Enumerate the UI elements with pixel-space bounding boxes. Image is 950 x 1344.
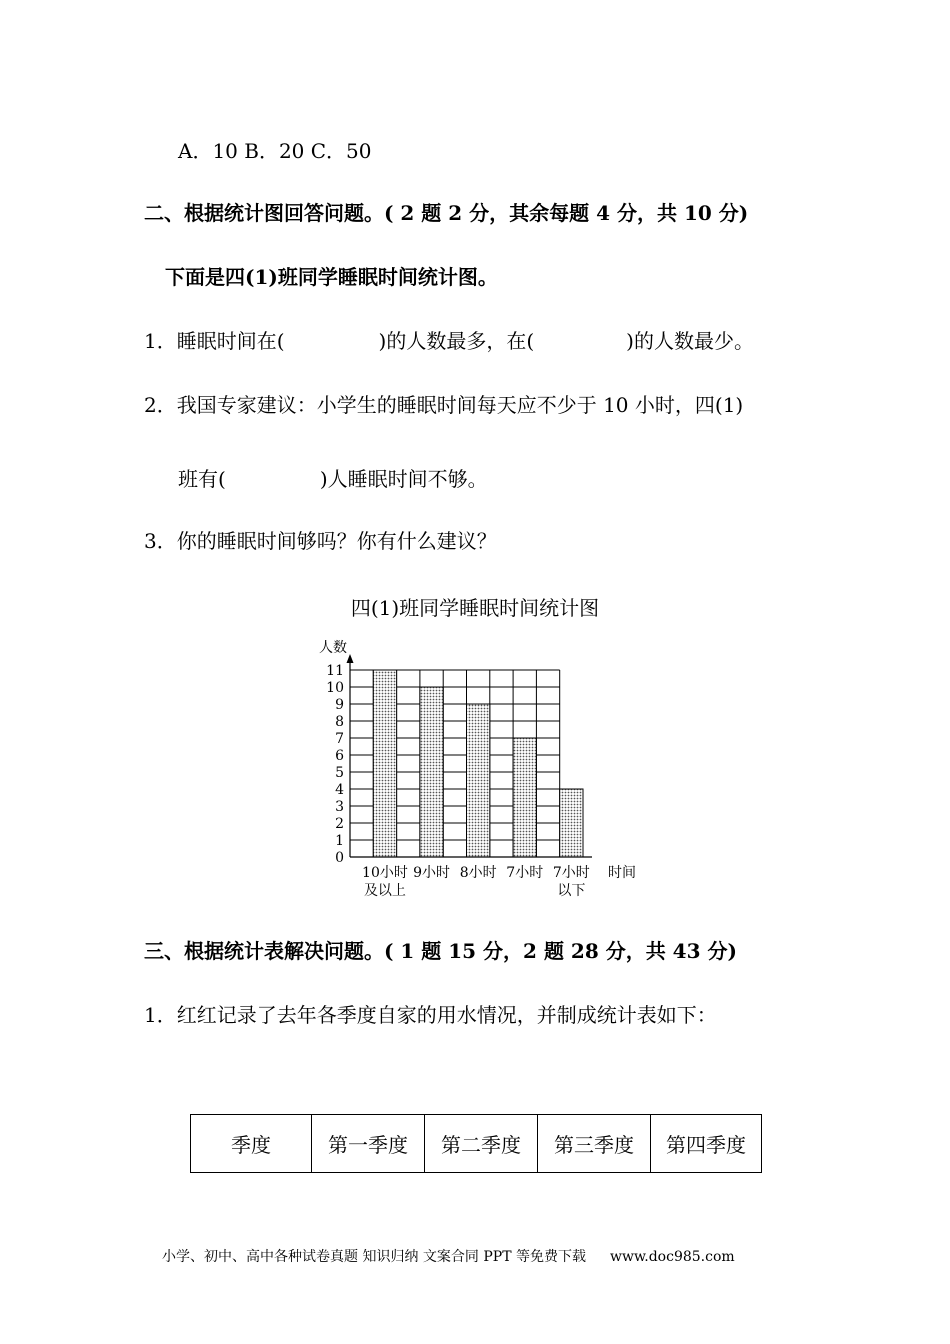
y-tick-label: 10 bbox=[326, 680, 344, 696]
question-2-part-a: 班有( bbox=[178, 467, 226, 491]
section3-question-1: 1．红红记录了去年各季度自家的用水情况，并制成统计表如下： bbox=[144, 1003, 717, 1027]
table-row bbox=[191, 1115, 762, 1173]
x-tick-label: 7小时 bbox=[506, 865, 544, 881]
table-header-cell: 季度 bbox=[191, 1115, 312, 1173]
y-tick-label: 0 bbox=[335, 850, 344, 866]
y-axis-label: 人数 bbox=[319, 640, 347, 656]
y-tick-label: 8 bbox=[335, 714, 344, 730]
question-1 bbox=[144, 328, 754, 354]
bar bbox=[467, 704, 490, 857]
y-tick-label: 7 bbox=[335, 731, 344, 747]
y-tick-label: 2 bbox=[335, 816, 344, 832]
question-3: 3．你的睡眠时间够吗？你有什么建议？ bbox=[144, 529, 497, 553]
x-tick-label: 7小时 bbox=[552, 865, 590, 881]
section2-intro: 下面是四(1)班同学睡眠时间统计图。 bbox=[165, 265, 498, 289]
bar bbox=[420, 687, 443, 857]
options-line: A．10 B．20 C．50 bbox=[178, 139, 372, 163]
question-2-line1: 2．我国专家建议：小学生的睡眠时间每天应不少于 10 小时，四(1) bbox=[144, 393, 744, 417]
x-tick-label: 10小时 bbox=[362, 865, 408, 881]
x-tick-label-line2: 以下 bbox=[557, 883, 586, 899]
page-footer bbox=[162, 1246, 735, 1266]
y-tick-label: 9 bbox=[335, 697, 344, 713]
y-tick-label: 4 bbox=[335, 782, 344, 798]
table-header-cell: 第四季度 bbox=[651, 1115, 762, 1173]
y-tick-label: 5 bbox=[335, 765, 344, 781]
section2-heading: 二、根据统计图回答问题。( 2 题 2 分，其余每题 4 分，共 10 分) bbox=[144, 201, 749, 225]
water-usage-table bbox=[190, 1114, 762, 1173]
table-header-cell: 第一季度 bbox=[312, 1115, 425, 1173]
chart-title: 四(1)班同学睡眠时间统计图 bbox=[350, 596, 600, 620]
x-tick-label: 8小时 bbox=[459, 865, 497, 881]
table-header-cell: 第三季度 bbox=[538, 1115, 651, 1173]
y-tick-label: 3 bbox=[335, 799, 344, 815]
x-tick-label-line2: 及以上 bbox=[363, 883, 406, 899]
question-1-part-a: 1．睡眠时间在( bbox=[144, 329, 285, 353]
y-tick-label: 6 bbox=[335, 748, 344, 764]
question-2-part-b: )人睡眠时间不够。 bbox=[319, 467, 488, 491]
question-1-part-c: )的人数最少。 bbox=[626, 329, 754, 353]
bar bbox=[373, 670, 396, 857]
footer-url: www.doc985.com bbox=[609, 1249, 735, 1265]
x-axis-label: 时间 bbox=[608, 865, 636, 881]
table-header-cell: 第二季度 bbox=[425, 1115, 538, 1173]
footer-text: 小学、初中、高中各种试卷真题 知识归纳 文案合同 PPT 等免费下载 bbox=[162, 1249, 586, 1265]
sleep-time-bar-chart bbox=[300, 632, 660, 904]
bar bbox=[513, 738, 536, 857]
question-2-line2 bbox=[178, 466, 488, 492]
x-tick-label: 9小时 bbox=[413, 865, 451, 881]
y-tick-label: 11 bbox=[326, 663, 344, 679]
y-axis-arrow bbox=[347, 654, 354, 663]
bar bbox=[560, 789, 583, 857]
section3-heading: 三、根据统计表解决问题。( 1 题 15 分，2 题 28 分，共 43 分) bbox=[144, 939, 737, 963]
question-1-part-b: )的人数最多，在( bbox=[378, 329, 535, 353]
y-tick-label: 1 bbox=[335, 833, 344, 849]
